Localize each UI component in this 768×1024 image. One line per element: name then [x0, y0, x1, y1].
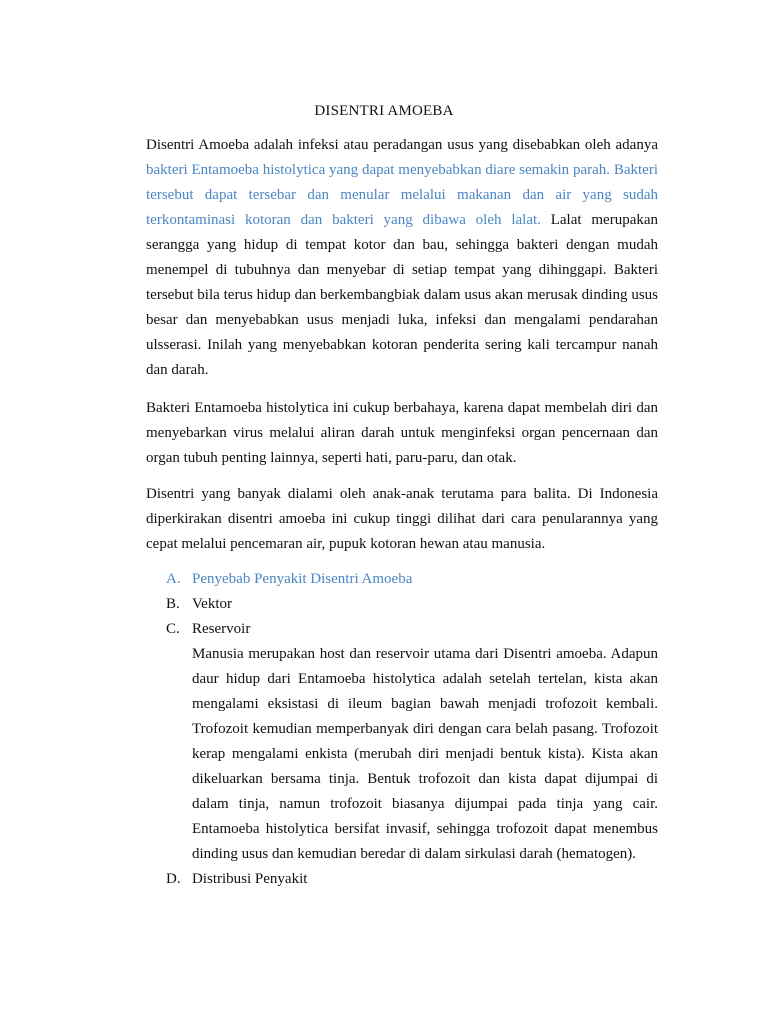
section-item-c: [146, 617, 658, 642]
section-label: Vektor: [192, 596, 232, 612]
document-title: DISENTRI AMOEBA: [314, 103, 454, 119]
section-marker: C.: [166, 621, 180, 637]
section-item-b: [146, 592, 658, 617]
section-label: Distribusi Penyakit: [192, 871, 308, 887]
section-item-d: [146, 867, 658, 892]
intro-highlight-text: bakteri Entamoeba histolytica yang dapat menyebabkan diare semakin parah. Bakteri tersebut dapat tersebar dan menular melalui makanan dan air yang sudah terkontaminasi kotoran dan bakteri yang dibawa oleh lalat.: [146, 162, 658, 228]
danger-text: Bakteri Entamoeba histolytica ini cukup berbahaya, karena dapat membelah diri dan menyebarkan virus melalui aliran darah untuk menginfeksi organ pencernaan dan organ tubuh penting lainnya, seperti hati, paru-paru, dan otak.: [146, 400, 658, 466]
paragraph-danger: [146, 396, 658, 471]
section-marker: B.: [166, 596, 180, 612]
section-marker: A.: [166, 571, 181, 587]
children-text: Disentri yang banyak dialami oleh anak-anak terutama para balita. Di Indonesia diperkirakan disentri amoeba ini cukup tinggi dilihat dari cara penularannya yang cepat melalui pencemaran air, pupuk kotoran hewan atau manusia.: [146, 486, 658, 552]
section-marker: D.: [166, 871, 181, 887]
reservoir-text: Manusia merupakan host dan reservoir utama dari Disentri amoeba. Adapun daur hidup dari Entamoeba histolytica adalah setelah tertelan, kista akan mengalami eksistasi di ileum bagian bawah menjadi trofozoit kembali. Trofozoit kemudian memperbanyak diri dengan cara belah pasang. Trofozoit kerap mengalami enkista (merubah diri menjadi bentuk kista). Kista akan dikeluarkan bersama tinja. Bentuk trofozoit dan kista dapat dijumpai di dalam tinja, namun trofozoit biasanya dijumpai pada tinja yang cair. Entamoeba histolytica bersifat invasif, sehingga trofozoit dapat menembus dinding usus dan kemudian beredar di dalam sirkulasi darah (hematogen).: [192, 646, 658, 862]
section-list: [146, 567, 658, 892]
reservoir-description: [192, 642, 658, 867]
intro-text-end: Lalat merupakan serangga yang hidup di tempat kotor dan bau, sehingga bakteri dengan mudah menempel di tubuhnya dan menyebar di setiap tempat yang dihinggapi. Bakteri tersebut bila terus hidup dan berkembangbiak dalam usus akan merusak dinding usus besar dan menyebabkan usus menjadi luka, infeksi dan mengalami pendarahan ulsserasi. Inilah yang menyebabkan kotoran penderita sering kali tercampur nanah dan darah.: [146, 212, 659, 378]
paragraph-children: [146, 482, 658, 557]
section-label: Reservoir: [192, 621, 251, 637]
section-label: Penyebab Penyakit Disentri Amoeba: [192, 571, 413, 587]
section-item-a: [146, 567, 658, 592]
paragraph-intro: [146, 133, 658, 383]
intro-text-start: Disentri Amoeba adalah infeksi atau peradangan usus yang disebabkan oleh adanya: [146, 137, 658, 153]
